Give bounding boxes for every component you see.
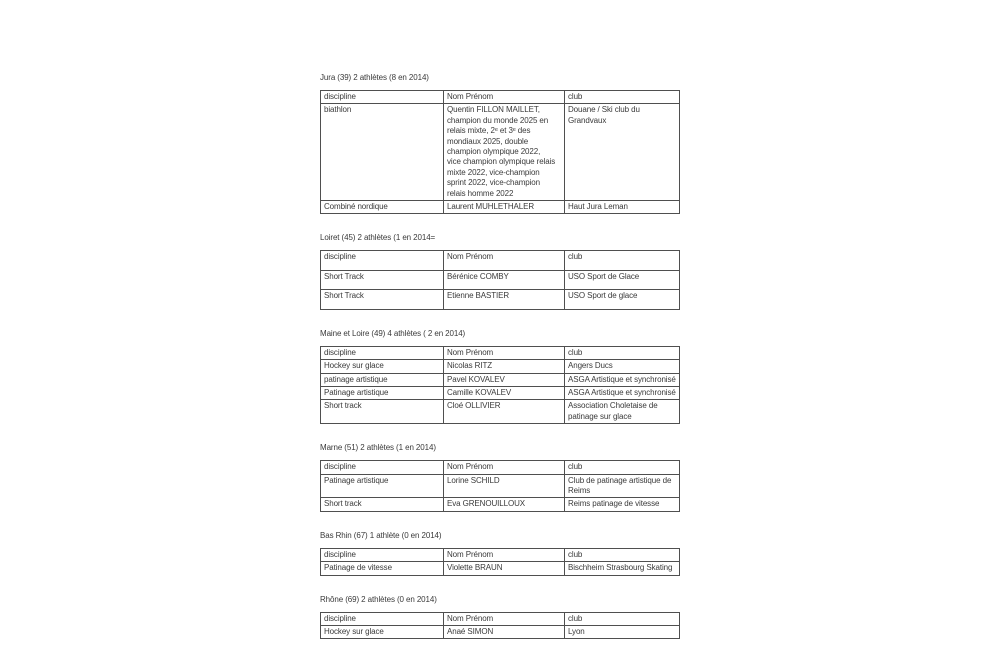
header-cell-name: Nom Prénom <box>444 346 565 359</box>
athlete-row <box>321 373 680 386</box>
athlete-row <box>321 625 680 638</box>
cell-discipline: biathlon <box>321 104 444 201</box>
cell-club: Bischheim Strasbourg Skating <box>565 562 680 575</box>
section-title: Jura (39) 2 athlètes (8 en 2014) <box>320 73 429 82</box>
table-header-row <box>321 91 680 104</box>
athlete-row <box>321 498 680 511</box>
table-header-row <box>321 346 680 359</box>
header-cell-club: club <box>565 461 680 474</box>
cell-discipline: Patinage artistique <box>321 386 444 399</box>
cell-discipline: Patinage de vitesse <box>321 562 444 575</box>
cell-discipline: Hockey sur glace <box>321 360 444 373</box>
athlete-row <box>321 270 680 289</box>
athlete-row <box>321 201 680 214</box>
table-header-row <box>321 612 680 625</box>
table-header-row <box>321 548 680 561</box>
cell-discipline: Combiné nordique <box>321 201 444 214</box>
header-cell-name: Nom Prénom <box>444 548 565 561</box>
section-marne <box>320 442 679 512</box>
section-title: Maine et Loire (49) 4 athlètes ( 2 en 2014) <box>320 328 466 338</box>
header-cell-discipline: discipline <box>321 91 444 104</box>
section-maine-et-loire <box>320 328 679 424</box>
cell-club: USO Sport de glace <box>565 290 680 309</box>
cell-name: Nicolas RITZ <box>444 360 565 373</box>
cell-name: Eva GRENOUILLOUX <box>444 498 565 511</box>
cell-discipline: patinage artistique <box>321 373 444 386</box>
cell-name: Quentin FILLON MAILLET, champion du monde 2025 en relais mixte, 2ᵉ et 3ᵉ des mondiaux 2025, double champion olympique 2022, vice champion olympique relais mixte 2022, vice-champion sprint 2022, vice-champion relais homme 2022 <box>444 104 565 201</box>
athletes-table <box>320 346 680 424</box>
section-rhone <box>320 594 679 640</box>
cell-name: Bérénice COMBY <box>444 270 565 289</box>
athlete-row <box>321 474 680 498</box>
athlete-row <box>321 360 680 373</box>
athletes-table <box>320 90 680 214</box>
cell-club: Angers Ducs <box>565 360 680 373</box>
athlete-row <box>321 290 680 309</box>
cell-name: Pavel KOVALEV <box>444 373 565 386</box>
document-page <box>320 72 679 657</box>
cell-discipline: Short track <box>321 400 444 424</box>
section-loiret <box>320 232 679 309</box>
header-cell-club: club <box>565 548 680 561</box>
cell-name: Etienne BASTIER <box>444 290 565 309</box>
header-cell-name: Nom Prénom <box>444 612 565 625</box>
header-cell-name: Nom Prénom <box>444 461 565 474</box>
cell-name: Laurent MUHLETHALER <box>444 201 565 214</box>
cell-discipline: Short Track <box>321 270 444 289</box>
header-cell-name: Nom Prénom <box>444 251 565 270</box>
table-header-row <box>321 461 680 474</box>
cell-discipline: Short Track <box>321 290 444 309</box>
header-cell-discipline: discipline <box>321 548 444 561</box>
section-title: Marne (51) 2 athlètes (1 en 2014) <box>320 443 436 453</box>
cell-discipline: Short track <box>321 498 444 511</box>
cell-club: Haut Jura Leman <box>565 201 680 214</box>
cell-club: ASGA Artistique et synchronisé <box>565 373 680 386</box>
cell-club: Lyon <box>565 625 680 638</box>
header-cell-club: club <box>565 612 680 625</box>
section-bas-rhin <box>320 530 679 576</box>
header-cell-discipline: discipline <box>321 251 444 270</box>
cell-club: Reims patinage de vitesse <box>565 498 680 511</box>
cell-name: Camille KOVALEV <box>444 386 565 399</box>
header-cell-name: Nom Prénom <box>444 91 565 104</box>
cell-club: USO Sport de Glace <box>565 270 680 289</box>
header-cell-club: club <box>565 251 680 270</box>
athlete-row <box>321 400 680 424</box>
cell-name: Anaé SIMON <box>444 625 565 638</box>
cell-discipline: Patinage artistique <box>321 474 444 498</box>
cell-name: Cloé OLLIVIER <box>444 400 565 424</box>
cell-club: Club de patinage artistique de Reims <box>565 474 680 498</box>
cell-name: Violette BRAUN <box>444 562 565 575</box>
athletes-table <box>320 250 680 309</box>
cell-club: Association Choletaise de patinage sur glace <box>565 400 680 424</box>
header-cell-discipline: discipline <box>321 346 444 359</box>
header-cell-club: club <box>565 91 680 104</box>
section-title: Loiret (45) 2 athlètes (1 en 2014= <box>320 233 436 243</box>
cell-club: Douane / Ski club du Grandvaux <box>565 104 680 201</box>
section-jura <box>320 72 679 214</box>
athlete-row <box>321 386 680 399</box>
athlete-row <box>321 562 680 575</box>
athletes-table <box>320 612 680 640</box>
header-cell-discipline: discipline <box>321 612 444 625</box>
athletes-table <box>320 460 680 512</box>
athlete-row <box>321 104 680 201</box>
athletes-table <box>320 548 680 576</box>
cell-discipline: Hockey sur glace <box>321 625 444 638</box>
header-cell-discipline: discipline <box>321 461 444 474</box>
cell-club: ASGA Artistique et synchronisé <box>565 386 680 399</box>
section-title: Bas Rhin (67) 1 athlète (0 en 2014) <box>320 530 442 540</box>
header-cell-club: club <box>565 346 680 359</box>
table-header-row <box>321 251 680 270</box>
section-title: Rhône (69) 2 athlètes (0 en 2014) <box>320 594 437 604</box>
cell-name: Lorine SCHILD <box>444 474 565 498</box>
